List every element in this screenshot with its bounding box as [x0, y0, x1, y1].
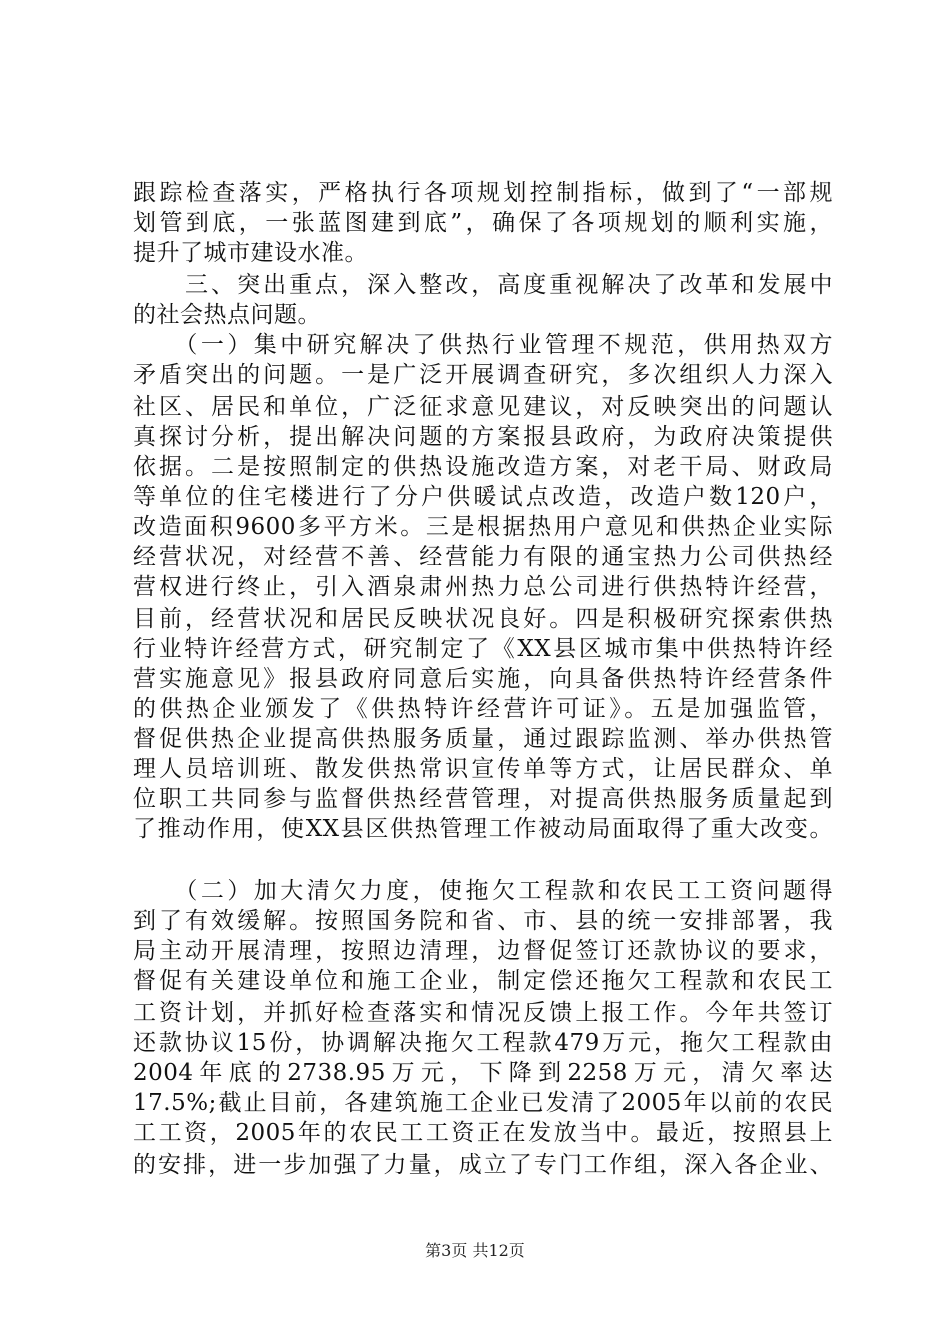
text-line: 行业特许经营方式，研究制定了《XX县区城市集中供热特许经	[133, 636, 833, 662]
text-line: 三、突出重点，深入整改，高度重视解决了改革和发展中	[133, 272, 833, 298]
text-line: 的社会热点问题。	[133, 302, 321, 328]
text-line: 跟踪检查落实，严格执行各项规划控制指标，做到了“一部规	[133, 180, 833, 206]
text-line: 社区、居民和单位，广泛征求意见建议，对反映突出的问题认	[133, 394, 833, 420]
text-line: 督促供热企业提高供热服务质量，通过跟踪监测、举办供热管	[133, 726, 833, 752]
text-line: 工资计划，并抓好检查落实和情况反馈上报工作。今年共签订	[133, 1000, 833, 1026]
text-line: 工工资，2005年的农民工工资正在发放当中。最近，按照县上	[133, 1120, 833, 1146]
text-line: 还款协议15份，协调解决拖欠工程款479万元，拖欠工程款由	[133, 1030, 833, 1056]
text-line: 营权进行终止，引入酒泉肃州热力总公司进行供热特许经营，	[133, 574, 833, 600]
text-line: 等单位的住宅楼进行了分户供暖试点改造，改造户数120户，	[133, 484, 833, 510]
text-line: 2004年底的2738.95万元，下降到2258万元，清欠率达	[133, 1060, 833, 1086]
text-line: （二）加大清欠力度，使拖欠工程款和农民工工资问题得	[133, 878, 833, 904]
text-line: 督促有关建设单位和施工企业，制定偿还拖欠工程款和农民工	[133, 968, 833, 994]
text-line: 的安排，进一步加强了力量，成立了专门工作组，深入各企业、	[133, 1152, 833, 1178]
text-line: 到了有效缓解。按照国务院和省、市、县的统一安排部署，我	[133, 908, 833, 934]
text-line: 划管到底，一张蓝图建到底”，确保了各项规划的顺利实施，	[133, 210, 833, 236]
text-line: 了推动作用，使XX县区供热管理工作被动局面取得了重大改变。	[133, 816, 833, 842]
text-line: 依据。二是按照制定的供热设施改造方案，对老干局、财政局	[133, 454, 833, 480]
text-line: 17.5%;截止目前，各建筑施工企业已发清了2005年以前的农民	[133, 1090, 833, 1116]
text-line: 的供热企业颁发了《供热特许经营许可证》。五是加强监管，	[133, 696, 833, 722]
text-line: 真探讨分析，提出解决问题的方案报县政府，为政府决策提供	[133, 424, 833, 450]
text-line: 局主动开展清理，按照边清理，边督促签订还款协议的要求，	[133, 938, 833, 964]
text-line: 提升了城市建设水准。	[133, 240, 368, 266]
text-line: 目前，经营状况和居民反映状况良好。四是积极研究探索供热	[133, 606, 833, 632]
text-line: 位职工共同参与监督供热经营管理，对提高供热服务质量起到	[133, 786, 833, 812]
text-line: 矛盾突出的问题。一是广泛开展调查研究，多次组织人力深入	[133, 362, 833, 388]
text-line: 理人员培训班、散发供热常识宣传单等方式，让居民群众、单	[133, 756, 833, 782]
text-line: （一）集中研究解决了供热行业管理不规范，供用热双方	[133, 332, 833, 358]
text-line: 改造面积9600多平方米。三是根据热用户意见和供热企业实际	[133, 514, 833, 540]
page-footer: 第3页 共12页	[425, 1241, 525, 1260]
text-line: 经营状况，对经营不善、经营能力有限的通宝热力公司供热经	[133, 544, 833, 570]
text-line: 营实施意见》报县政府同意后实施，向具备供热特许经营条件	[133, 666, 833, 692]
